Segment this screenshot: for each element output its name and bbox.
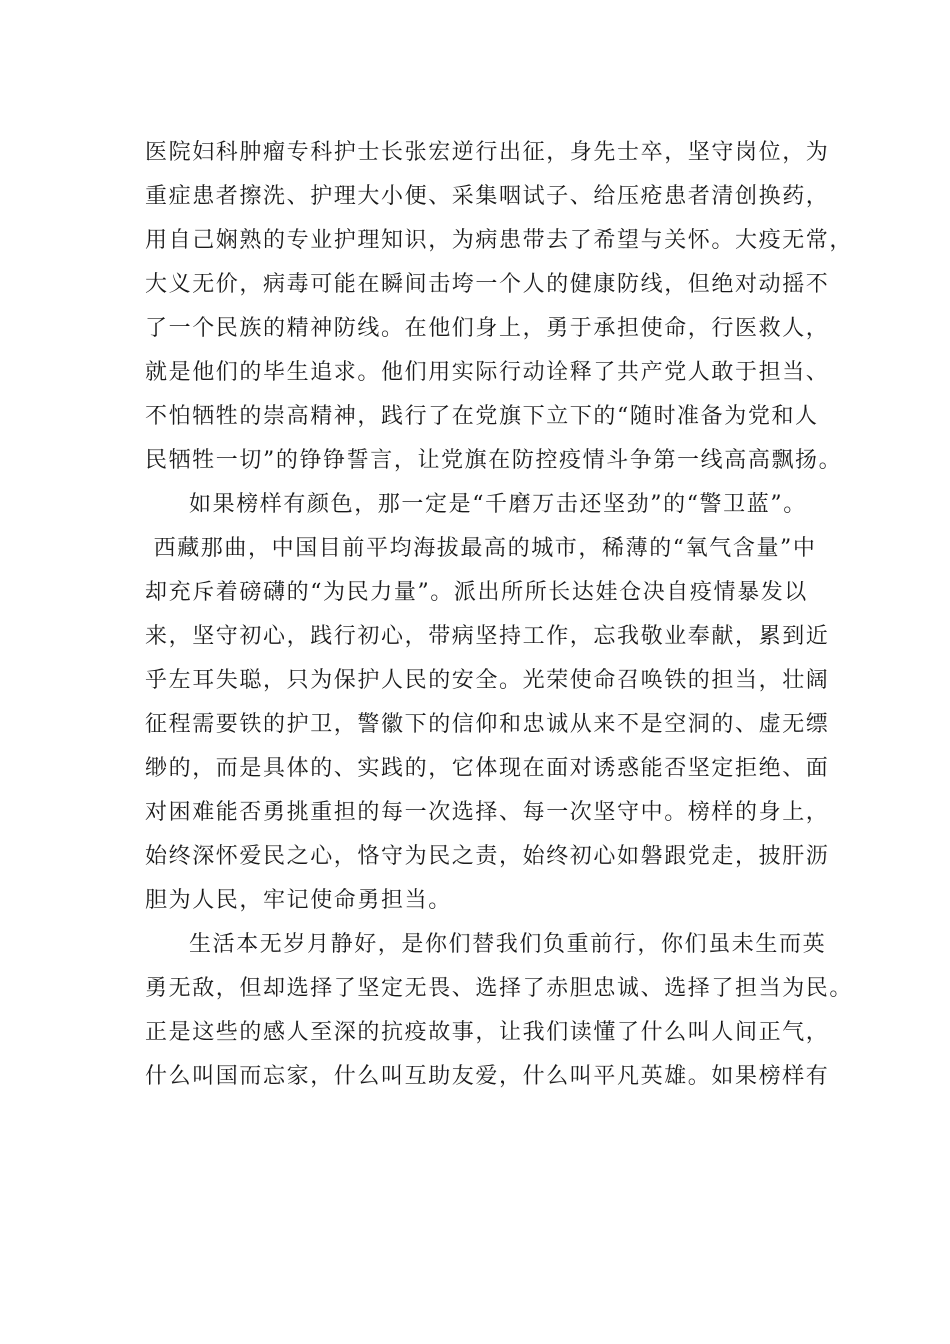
text-line: 胆为人民，牢记使命勇担当。 — [145, 888, 452, 913]
text-line: 征程需要铁的护卫，警徽下的信仰和忠诚从来不是空洞的、虚无缥 — [145, 712, 830, 737]
text-line: 什么叫国而忘家，什么叫互助友爱，什么叫平凡英雄。如果榜样有 — [145, 1064, 830, 1089]
text-line: 了一个民族的精神防线。在他们身上，勇于承担使命，行医救人， — [145, 316, 830, 341]
paragraph-start-line: 如果榜样有颜色，那一定是“千磨万击还坚劲”的“警卫蓝”。 — [189, 492, 807, 517]
text-line: 医院妇科肿瘤专科护士长张宏逆行出征，身先士卒，坚守岗位，为 — [145, 140, 830, 165]
text-line: 对困难能否勇挑重担的每一次选择、每一次坚守中。榜样的身上， — [145, 800, 830, 825]
text-line: 正是这些的感人至深的抗疫故事，让我们读懂了什么叫人间正气， — [145, 1020, 830, 1045]
text-line: 用自己娴熟的专业护理知识，为病患带去了希望与关怀。大疫无常， — [145, 228, 854, 253]
text-line: 西藏那曲，中国目前平均海拔最高的城市，稀薄的“氧气含量”中 — [145, 536, 817, 561]
text-line: 来，坚守初心，践行初心，带病坚持工作，忘我敬业奉献，累到近 — [145, 624, 830, 649]
text-line: 重症患者擦洗、护理大小便、采集咽试子、给压疮患者清创换药， — [145, 184, 830, 209]
text-line: 始终深怀爱民之心，恪守为民之责，始终初心如磐跟党走，披肝沥 — [145, 844, 830, 869]
text-line: 乎左耳失聪，只为保护人民的安全。光荣使命召唤铁的担当，壮阔 — [145, 668, 830, 693]
text-line: 不怕牺牲的崇高精神，践行了在党旗下立下的“随时准备为党和人 — [145, 404, 819, 429]
text-line: 缈的，而是具体的、实践的，它体现在面对诱惑能否坚定拒绝、面 — [145, 756, 830, 781]
text-line: 大义无价，病毒可能在瞬间击垮一个人的健康防线，但绝对动摇不 — [145, 272, 830, 297]
text-line: 民牺牲一切”的铮铮誓言，让党旗在防控疫情斗争第一线高高飘扬。 — [145, 448, 843, 473]
paragraph-start-line: 生活本无岁月静好，是你们替我们负重前行，你们虽未生而英 — [189, 932, 827, 957]
text-line: 就是他们的毕生追求。他们用实际行动诠释了共产党人敢于担当、 — [145, 360, 830, 385]
text-line: 勇无敌，但却选择了坚定无畏、选择了赤胆忠诚、选择了担当为民。 — [145, 976, 854, 1001]
text-line: 却充斥着磅礴的“为民力量”。派出所所长达娃仓决自疫情暴发以 — [145, 580, 808, 605]
body-text — [145, 131, 854, 1099]
